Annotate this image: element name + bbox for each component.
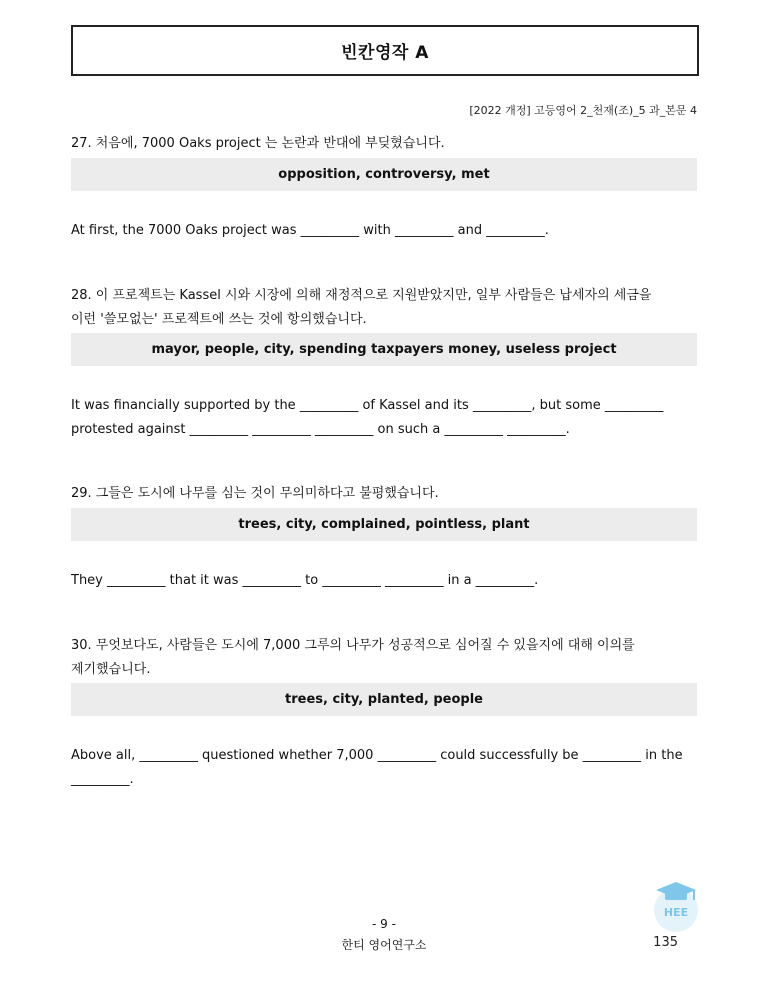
source-label: [2022 개정] 고등영어 2_천재(조)_5 과_본문 4 xyxy=(469,104,697,117)
answer-line: It was financially supported by the _________ of Kassel and its _________, but some _________ xyxy=(71,398,664,413)
question-30-keywords xyxy=(71,683,697,716)
answer-line: Above all, _________ questioned whether 7,000 _________ could successfully be _________ in the xyxy=(71,748,683,763)
prompt-line: 30. 무엇보다도, 사람들은 도시에 7,000 그루의 나무가 성공적으로 심어질 수 있을지에 대해 이의를 xyxy=(71,638,635,653)
keywords-text: opposition, controversy, met xyxy=(278,167,490,182)
question-29-keywords xyxy=(71,508,697,541)
question-28-prompt xyxy=(71,284,697,332)
prompt-line: 이런 '쓸모없는' 프로젝트에 쓰는 것에 항의했습니다. xyxy=(71,312,367,327)
question-30-prompt xyxy=(71,634,697,682)
question-27-prompt: 27. 처음에, 7000 Oaks project 는 논란과 반대에 부딪혔습니다. xyxy=(71,136,445,151)
question-27-keywords xyxy=(71,158,697,191)
answer-line: protested against _________ _________ _________ on such a _________ _________. xyxy=(71,422,570,437)
prompt-line: 제기했습니다. xyxy=(71,662,151,677)
keywords-text: trees, city, planted, people xyxy=(285,692,483,707)
page-number: - 9 - xyxy=(372,917,396,931)
publisher-name: 한티 영어연구소 xyxy=(341,938,427,952)
question-28-answer xyxy=(71,394,697,442)
logo-text: HEE xyxy=(663,906,689,919)
question-28-keywords xyxy=(71,333,697,366)
question-30-answer xyxy=(71,744,697,792)
question-29-prompt: 29. 그들은 도시에 나무를 심는 것이 무의미하다고 불평했습니다. xyxy=(71,486,439,501)
question-29-answer: They _________ that it was _________ to _________ _________ in a _________. xyxy=(71,573,539,588)
keywords-text: mayor, people, city, spending taxpayers money, useless project xyxy=(151,342,617,357)
hee-logo xyxy=(650,878,702,934)
title-text: 빈칸영작 A xyxy=(341,43,429,63)
keywords-text: trees, city, complained, pointless, plant xyxy=(238,517,530,532)
question-27-answer: At first, the 7000 Oaks project was _________ with _________ and _________. xyxy=(71,223,549,238)
worksheet-title xyxy=(71,25,699,76)
page-code: 135 xyxy=(653,935,678,950)
prompt-line: 28. 이 프로젝트는 Kassel 시와 시장에 의해 재정적으로 지원받았지만, 일부 사람들은 납세자의 세금을 xyxy=(71,288,652,303)
answer-line: _________. xyxy=(71,772,134,787)
